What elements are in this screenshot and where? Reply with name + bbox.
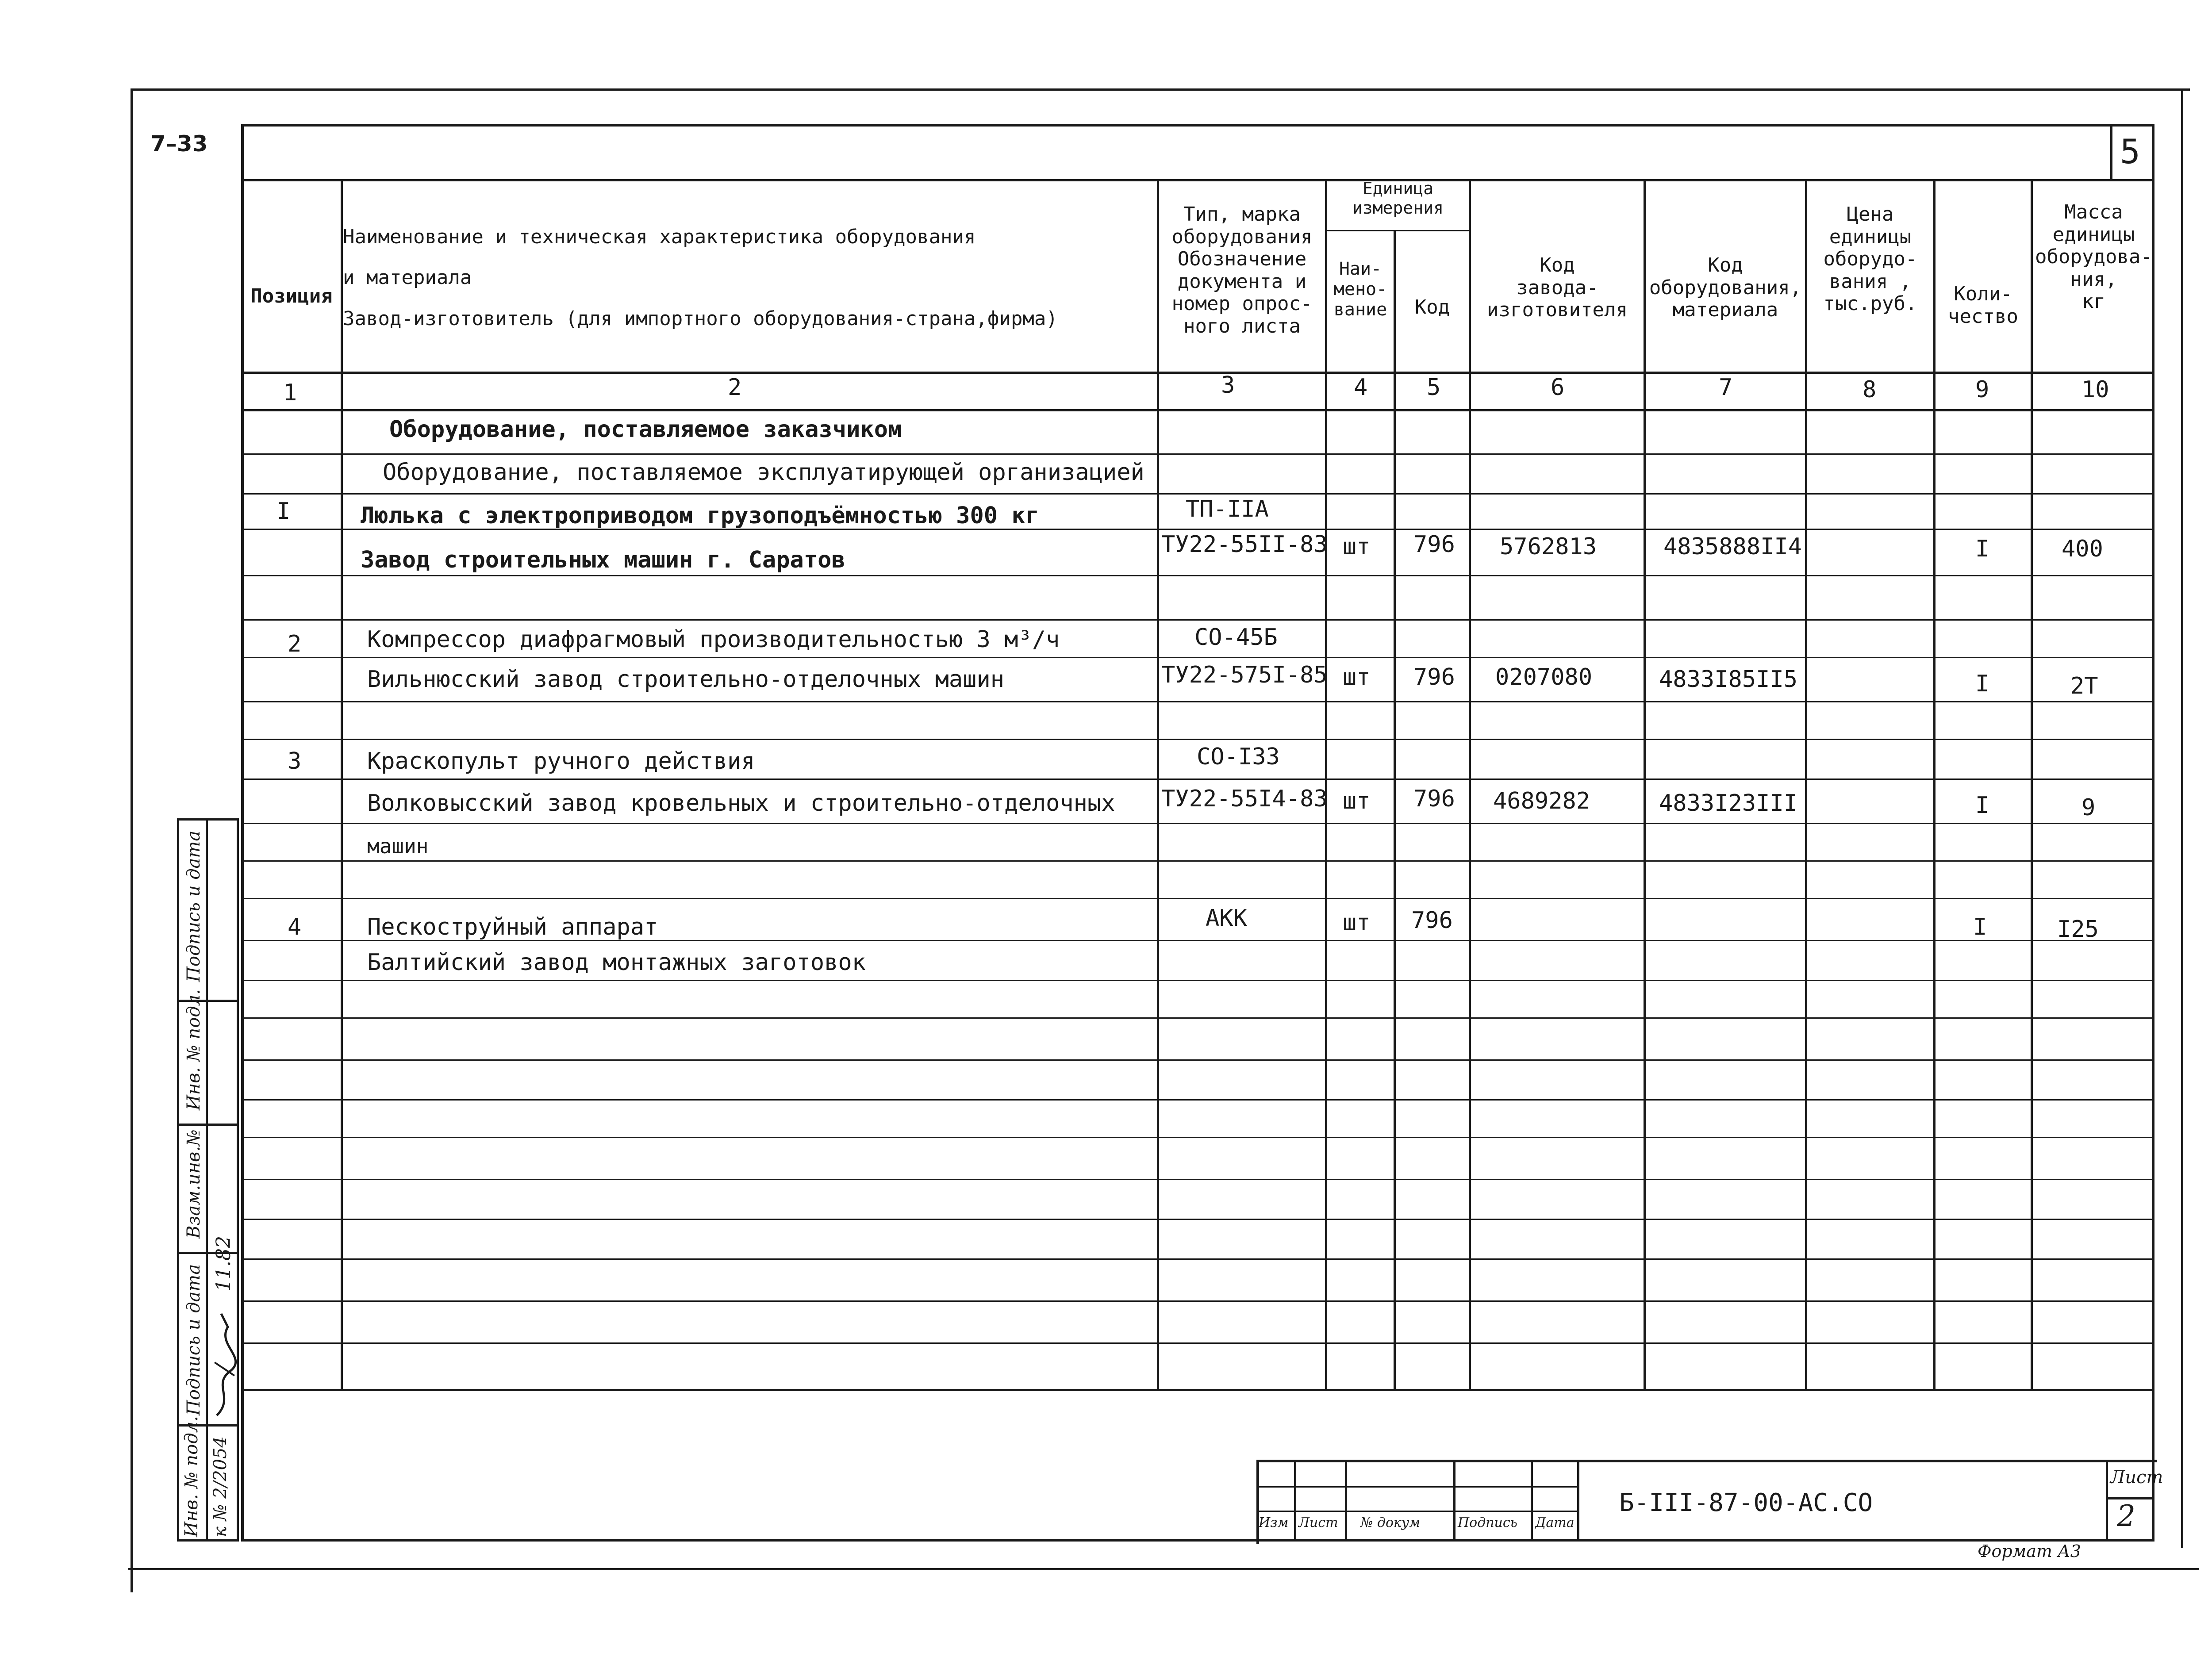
row3-unit: шт xyxy=(1343,788,1371,814)
row2-maker-code: 0207080 xyxy=(1495,664,1593,690)
header-unit-name: Наи- мено- вание xyxy=(1333,259,1387,320)
tb-col-date: Дата xyxy=(1535,1515,1575,1530)
header-equip-code: Код оборудования, материала xyxy=(1649,254,1802,322)
row-line xyxy=(241,1258,2154,1260)
row3-maker-code: 4689282 xyxy=(1493,788,1590,814)
row2-unit-code: 796 xyxy=(1413,664,1455,690)
row3-equip-code: 4833I23III xyxy=(1659,790,1798,817)
col-line-8 xyxy=(1933,179,1936,1389)
header-unit-group: Единица измерения xyxy=(1352,179,1444,218)
row4-maker: Балтийский завод монтажных заготовок xyxy=(367,949,866,976)
row-line xyxy=(241,823,2154,824)
stamp-signature-date: 11.82 xyxy=(212,1236,235,1292)
row1-equip-code: 4835888II4 xyxy=(1663,533,1802,560)
row3-unit-code: 796 xyxy=(1413,786,1455,812)
row1-mass: 400 xyxy=(2062,536,2103,562)
row-line xyxy=(241,701,2154,702)
row3-type: СО-I33 xyxy=(1197,744,1280,770)
row-line xyxy=(241,493,2154,495)
row2-name: Компрессор диафрагмовый производительностью 3 м³/ч xyxy=(367,626,1060,653)
stamp-sign-date: Подпись и дата xyxy=(184,830,204,982)
number-row-line xyxy=(241,409,2154,411)
row4-unit-code: 796 xyxy=(1411,907,1453,934)
row3-doc: ТУ22-55I4-83 xyxy=(1161,786,1328,812)
signature-mark xyxy=(208,1309,239,1420)
stamp-sign-date2: Подпись и дата xyxy=(184,1264,204,1415)
header-unit-code: Код xyxy=(1414,296,1450,318)
row-line xyxy=(241,1137,2154,1138)
row2-unit: шт xyxy=(1343,664,1371,690)
row3-mass: 9 xyxy=(2081,794,2096,821)
row2-maker: Вильнюсский завод строительно-отделочных машин xyxy=(367,666,1005,693)
sheet-number: 2 xyxy=(2117,1499,2135,1533)
row2-qty: I xyxy=(1975,671,1989,697)
row3-name: Краскопульт ручного действия xyxy=(367,748,755,775)
row-line xyxy=(241,657,2154,658)
row-line xyxy=(241,1099,2154,1101)
row1-unit-code: 796 xyxy=(1413,531,1455,558)
frame-left xyxy=(131,88,133,1592)
tb-line xyxy=(1294,1460,1296,1542)
row1-name: Люлька с электроприводом грузоподъёмностью 300 кг xyxy=(361,502,1040,529)
col-line-6 xyxy=(1644,179,1646,1389)
row1-type: ТП-IIА xyxy=(1186,496,1269,522)
row-line xyxy=(241,619,2154,621)
header-bottom-line xyxy=(241,372,2154,374)
col-number-9: 9 xyxy=(1975,376,1989,403)
row2-equip-code: 4833I85II5 xyxy=(1659,666,1798,693)
col-number-3: 3 xyxy=(1221,372,1235,399)
row1-maker: Завод строительных машин г. Саратов xyxy=(361,547,845,573)
tb-col-doc: № докум xyxy=(1360,1515,1421,1530)
frame-right xyxy=(2181,88,2183,1548)
tb-line xyxy=(1345,1460,1347,1542)
row1-qty: I xyxy=(1975,536,1989,562)
row-line xyxy=(241,1017,2154,1019)
col-line-4 xyxy=(1394,230,1396,1389)
col-line-2 xyxy=(1157,179,1159,1389)
header-name: Наименование и техническая характеристика оборудования и материала Завод-изготовитель (для импортного оборудования-страна,фирма) xyxy=(343,226,1058,330)
row4-pos: 4 xyxy=(288,914,302,940)
top-strip-line xyxy=(241,179,2154,181)
col-line-7 xyxy=(1805,179,1807,1389)
col-number-1: 1 xyxy=(283,380,297,406)
sheet-label: Лист xyxy=(2110,1467,2163,1488)
col-number-10: 10 xyxy=(2081,376,2109,403)
sheet-code: 7–33 xyxy=(150,131,208,157)
doc-code: Б-III-87-00-АС.СО xyxy=(1619,1488,1873,1517)
col-line-5 xyxy=(1469,179,1471,1389)
row2-type: СО-45Б xyxy=(1194,624,1278,651)
col-number-4: 4 xyxy=(1354,374,1368,401)
tb-col-izm: Изм xyxy=(1259,1515,1289,1530)
row4-name: Пескоструйный аппарат xyxy=(367,914,658,940)
row-line xyxy=(241,1342,2154,1344)
header-type: Тип, марка оборудования Обозначение документа и номер опрос- ного листа xyxy=(1171,203,1313,337)
frame-bottom xyxy=(128,1568,2199,1570)
stamp-inv-dup: Инв. № подл. xyxy=(184,989,204,1110)
row-line xyxy=(241,778,2154,780)
table-body-bottom xyxy=(241,1389,2154,1391)
row2-mass: 2Т xyxy=(2070,673,2098,699)
col-number-6: 6 xyxy=(1551,374,1565,401)
page-number: 5 xyxy=(2120,132,2140,171)
row2-doc: ТУ22-575I-85 xyxy=(1161,662,1328,688)
side-stamp-row xyxy=(177,1124,239,1126)
row3-maker2: машин xyxy=(367,834,429,858)
row-line xyxy=(241,1219,2154,1220)
row-line xyxy=(241,898,2154,899)
row-line xyxy=(241,1300,2154,1302)
tb-col-list: Лист xyxy=(1298,1515,1338,1530)
section-customer: Оборудование, поставляемое заказчиком xyxy=(389,416,902,443)
tb-line xyxy=(1453,1460,1455,1542)
col-line-1 xyxy=(341,179,343,1389)
row4-qty: I xyxy=(1973,914,1987,940)
section-operator: Оборудование, поставляемое эксплуатирующей организацией xyxy=(383,459,1144,486)
header-position: Позиция xyxy=(250,285,333,307)
col-number-7: 7 xyxy=(1719,374,1733,401)
row3-qty: I xyxy=(1975,792,1989,819)
row1-unit: шт xyxy=(1343,533,1371,560)
tb-line xyxy=(1531,1460,1533,1542)
row4-mass: I25 xyxy=(2057,916,2099,943)
row-line xyxy=(241,860,2154,862)
col-line-3 xyxy=(1325,179,1327,1389)
row2-pos: 2 xyxy=(288,631,302,657)
row1-maker-code: 5762813 xyxy=(1500,533,1597,560)
tb-line xyxy=(2106,1460,2108,1542)
row-line xyxy=(241,1059,2154,1061)
row-line xyxy=(241,453,2154,455)
tb-col-sign: Подпись xyxy=(1458,1515,1518,1530)
header-qty: Коли- чество xyxy=(1948,283,2018,328)
row-line xyxy=(241,1179,2154,1180)
header-mass: Масса единицы оборудова- ния, кг xyxy=(2035,201,2152,313)
col-number-2: 2 xyxy=(728,374,742,401)
side-stamp-divider xyxy=(206,818,208,1542)
row3-maker: Волковысский завод кровельных и строительно-отделочных xyxy=(367,790,1115,817)
header-price: Цена единицы оборудо- вания , тыс.руб. xyxy=(1823,203,1917,315)
unit-group-line xyxy=(1325,230,1469,231)
row4-type: АКК xyxy=(1206,905,1247,932)
row-line xyxy=(241,739,2154,740)
col-line-9 xyxy=(2031,179,2033,1389)
row1-doc: ТУ22-55II-83 xyxy=(1161,531,1328,558)
stamp-inv-value: к № 2/2054 xyxy=(210,1436,230,1537)
tb-row xyxy=(1256,1511,1577,1512)
frame-top xyxy=(131,88,2190,91)
col-number-5: 5 xyxy=(1427,374,1441,401)
tb-line xyxy=(1577,1460,1579,1542)
col-number-8: 8 xyxy=(1863,376,1877,403)
row1-pos: I xyxy=(276,498,291,525)
row3-pos: 3 xyxy=(288,748,302,775)
header-maker-code: Код завода- изготовителя xyxy=(1487,254,1628,322)
row-line xyxy=(241,980,2154,981)
format-label: Формат А3 xyxy=(1978,1542,2081,1561)
stamp-replaced: Взам.инв.№ xyxy=(184,1129,204,1239)
row-line xyxy=(241,575,2154,576)
row4-unit: шт xyxy=(1343,909,1371,936)
stamp-inv-label: Инв. № подл. xyxy=(181,1416,202,1537)
tb-row xyxy=(1256,1486,1577,1488)
